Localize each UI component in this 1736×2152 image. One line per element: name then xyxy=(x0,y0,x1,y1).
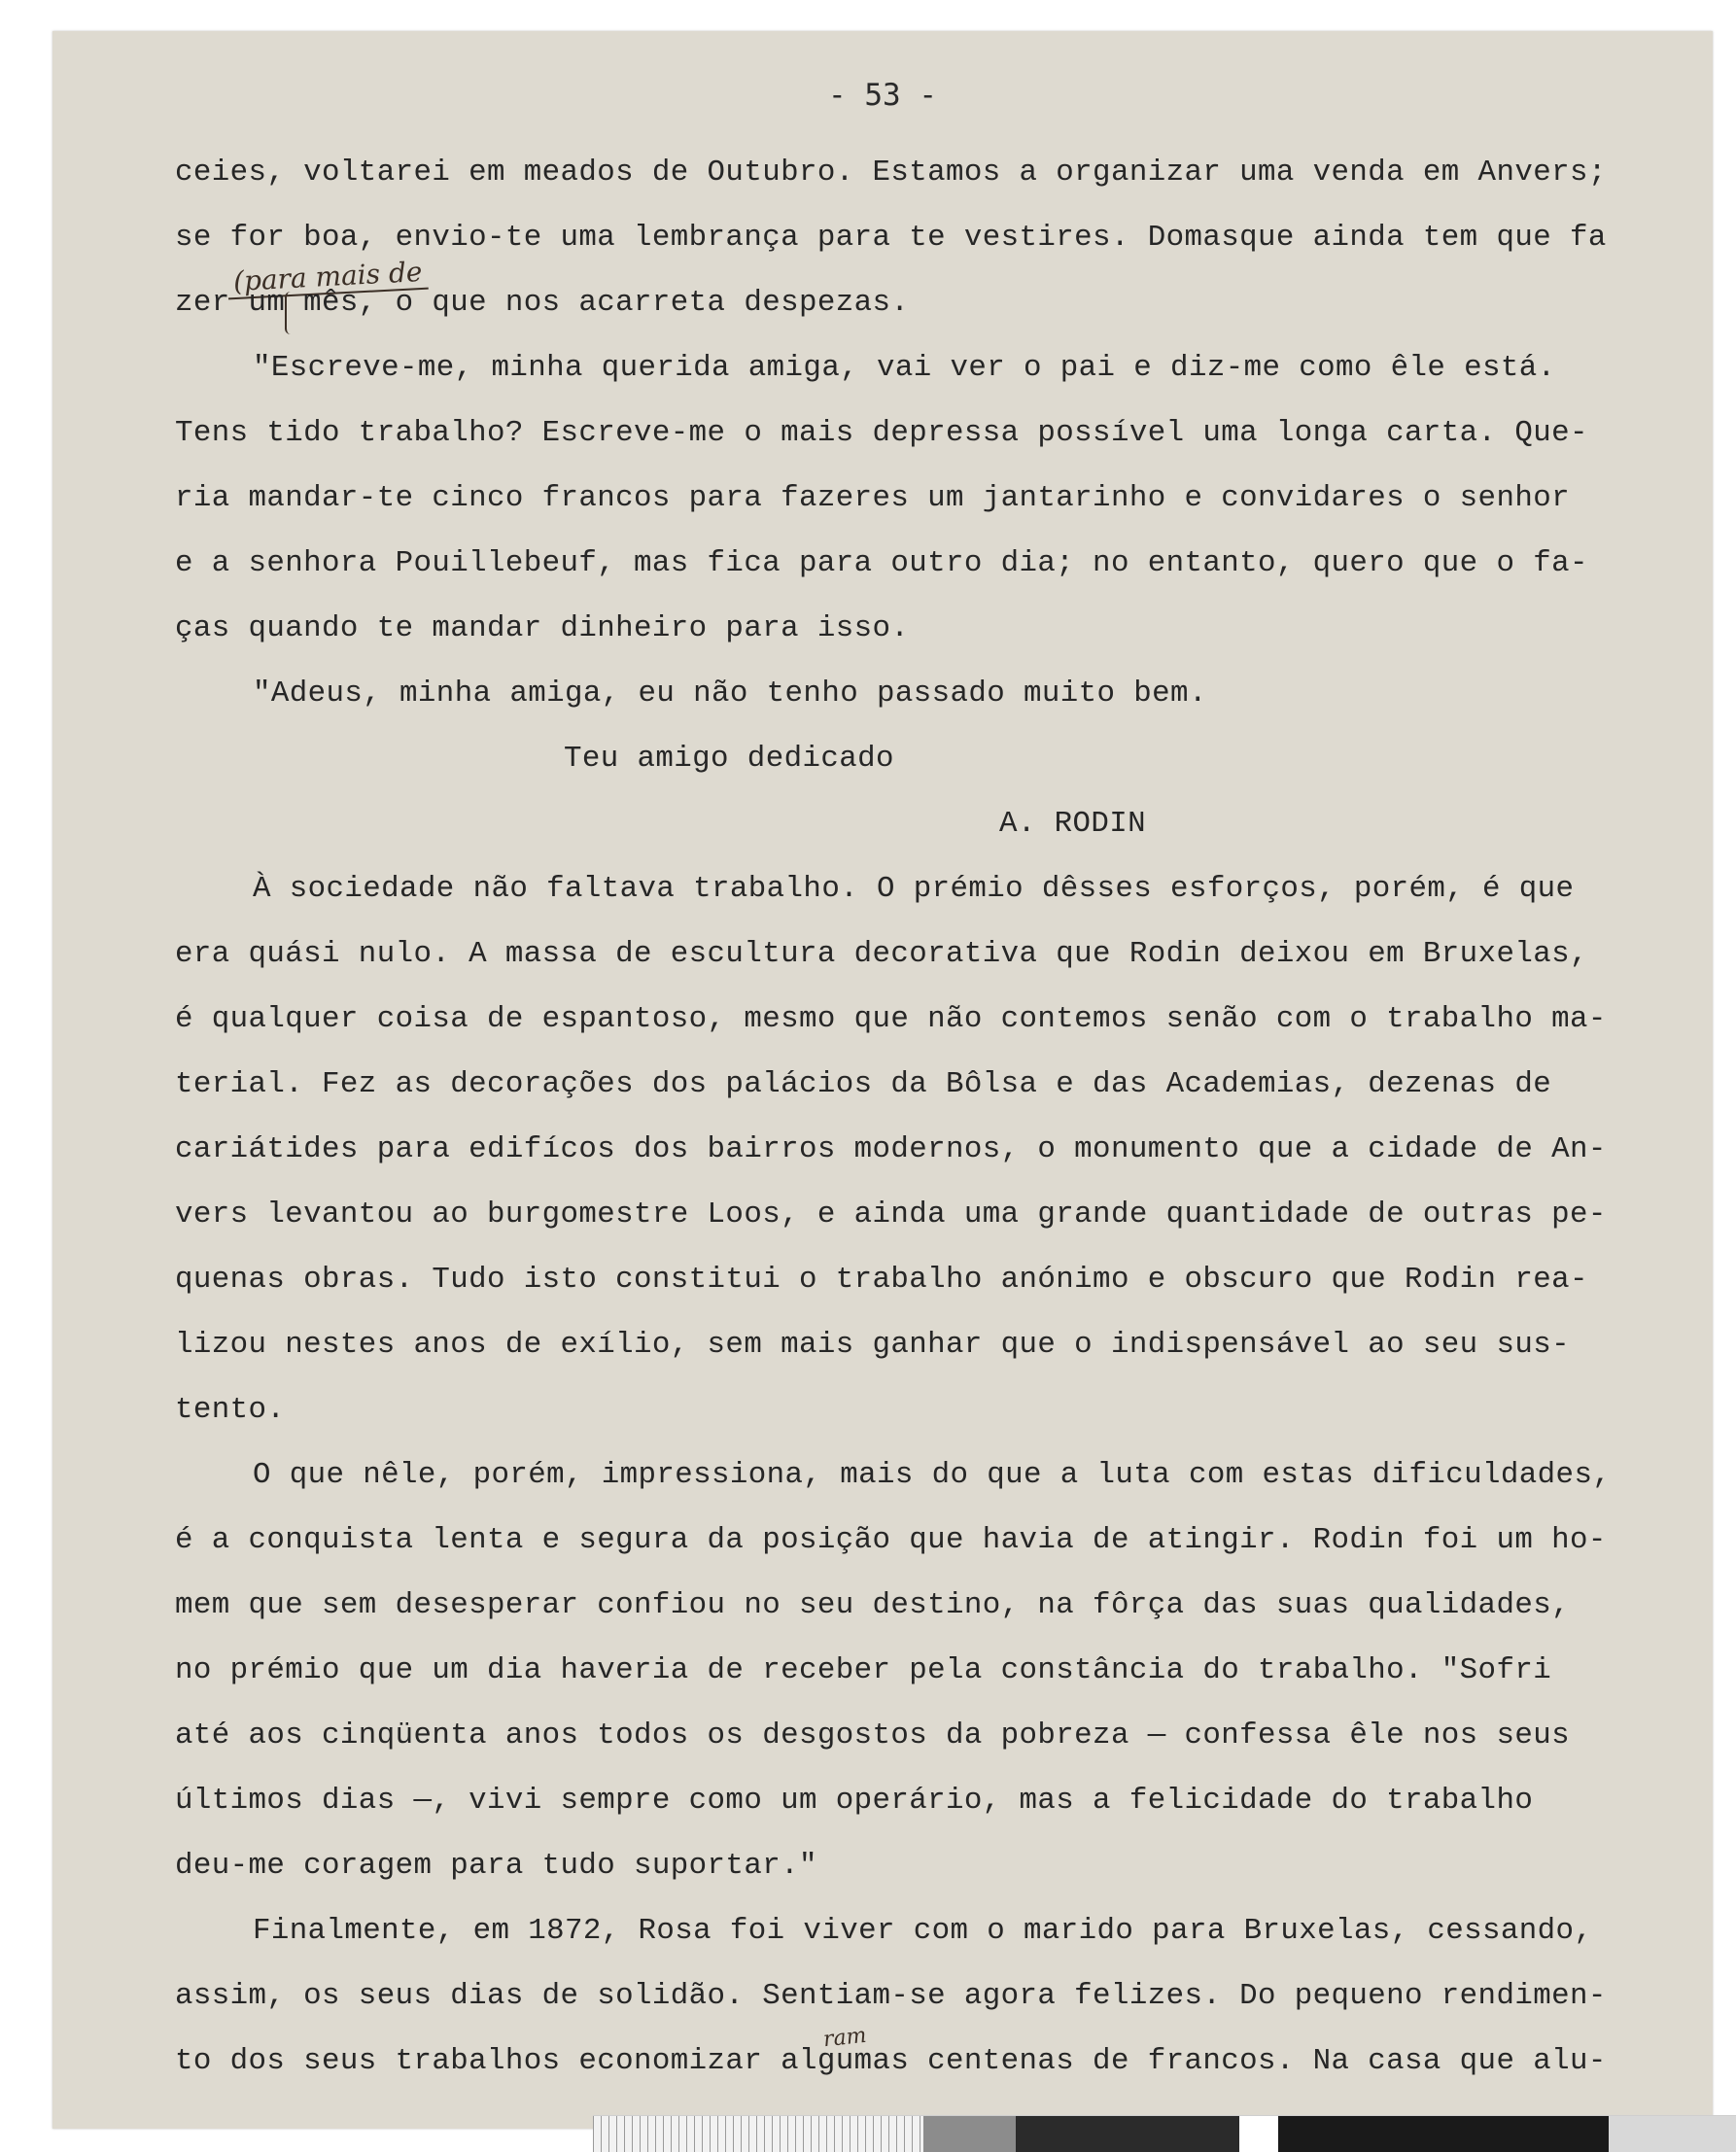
text-line: lizou nestes anos de exílio, sem mais ganhar que o indispensável ao seu sus- xyxy=(175,1328,1570,1362)
text-line: Tens tido trabalho? Escreve-me o mais depressa possível uma longa carta. Que- xyxy=(175,416,1588,450)
dark-patch xyxy=(1016,2116,1239,2152)
text-line: ças quando te mandar dinheiro para isso. xyxy=(175,611,910,645)
text-line: to dos seus trabalhos economizar algumas centenas de francos. Na casa que alu- xyxy=(175,2044,1607,2078)
text-line: quenas obras. Tudo isto constitui o trabalho anónimo e obscuro que Rodin rea- xyxy=(175,1263,1588,1297)
text-line: mem que sem desesperar confiou no seu destino, na fôrça das suas qualidades, xyxy=(175,1588,1570,1622)
text-line: A. RODIN xyxy=(999,807,1147,841)
text-line: e a senhora Pouillebeuf, mas fica para outro dia; no entanto, quero que o fa- xyxy=(175,546,1588,580)
text-line: tento. xyxy=(175,1393,286,1427)
text-line: O que nêle, porém, impressiona, mais do que a luta com estas dificuldades, xyxy=(253,1458,1612,1492)
handwritten-correction: ram xyxy=(821,2023,868,2053)
ruler-ticks xyxy=(593,2116,923,2152)
handwritten-insertion: (para mais de xyxy=(226,256,429,300)
text-line: últimos dias —, vivi sempre como um operário, mas a felicidade do trabalho xyxy=(175,1784,1534,1818)
text-line: zer um mês, o que nos acarreta despezas. xyxy=(175,286,910,320)
text-line: "Adeus, minha amiga, eu não tenho passado muito bem. xyxy=(253,677,1207,711)
text-line: cariátides para edifícos dos bairros modernos, o monumento que a cidade de An- xyxy=(175,1132,1607,1166)
page-number: - 53 - xyxy=(828,78,937,113)
black-patch xyxy=(1278,2116,1609,2152)
text-line: é a conquista lenta e segura da posição que havia de atingir. Rodin foi um ho- xyxy=(175,1523,1607,1557)
text-line: era quási nulo. A massa de escultura decorativa que Rodin deixou em Bruxelas, xyxy=(175,937,1588,971)
text-line: assim, os seus dias de solidão. Sentiam-se agora felizes. Do pequeno rendimen- xyxy=(175,1979,1607,2013)
typewritten-text xyxy=(175,140,1691,2094)
text-line: Finalmente, em 1872, Rosa foi viver com o marido para Bruxelas, cessando, xyxy=(253,1914,1593,1948)
text-line: é qualquer coisa de espantoso, mesmo que não contemos senão com o trabalho ma- xyxy=(175,1002,1607,1036)
text-line: se for boa, envio-te uma lembrança para te vestires. Domasque ainda tem que fa xyxy=(175,221,1607,255)
text-line: "Escreve-me, minha querida amiga, vai ver o pai e diz-me como êle está. xyxy=(253,351,1556,385)
text-line: ria mandar-te cinco francos para fazeres um jantarinho e convidares o senhor xyxy=(175,481,1570,515)
text-line: no prémio que um dia haveria de receber pela constância do trabalho. "Sofri xyxy=(175,1653,1552,1687)
document-page xyxy=(52,31,1713,2129)
text-line: Teu amigo dedicado xyxy=(564,742,894,776)
text-line: ceies, voltarei em meados de Outubro. Estamos a organizar uma venda em Anvers; xyxy=(175,156,1607,190)
text-line: vers levantou ao burgomestre Loos, e ainda uma grande quantidade de outras pe- xyxy=(175,1197,1607,1232)
light-patch xyxy=(1609,2116,1736,2152)
white-patch xyxy=(1239,2116,1278,2152)
text-line: terial. Fez as decorações dos palácios da Bôlsa e das Academias, dezenas de xyxy=(175,1067,1552,1101)
scan-color-bar xyxy=(593,2115,1736,2152)
text-line: À sociedade não faltava trabalho. O prémio dêsses esforços, porém, é que xyxy=(253,872,1575,906)
text-line: deu-me coragem para tudo suportar." xyxy=(175,1849,817,1883)
text-line: até aos cinqüenta anos todos os desgostos da pobreza — confessa êle nos seus xyxy=(175,1718,1570,1753)
gray-patch xyxy=(923,2116,1016,2152)
